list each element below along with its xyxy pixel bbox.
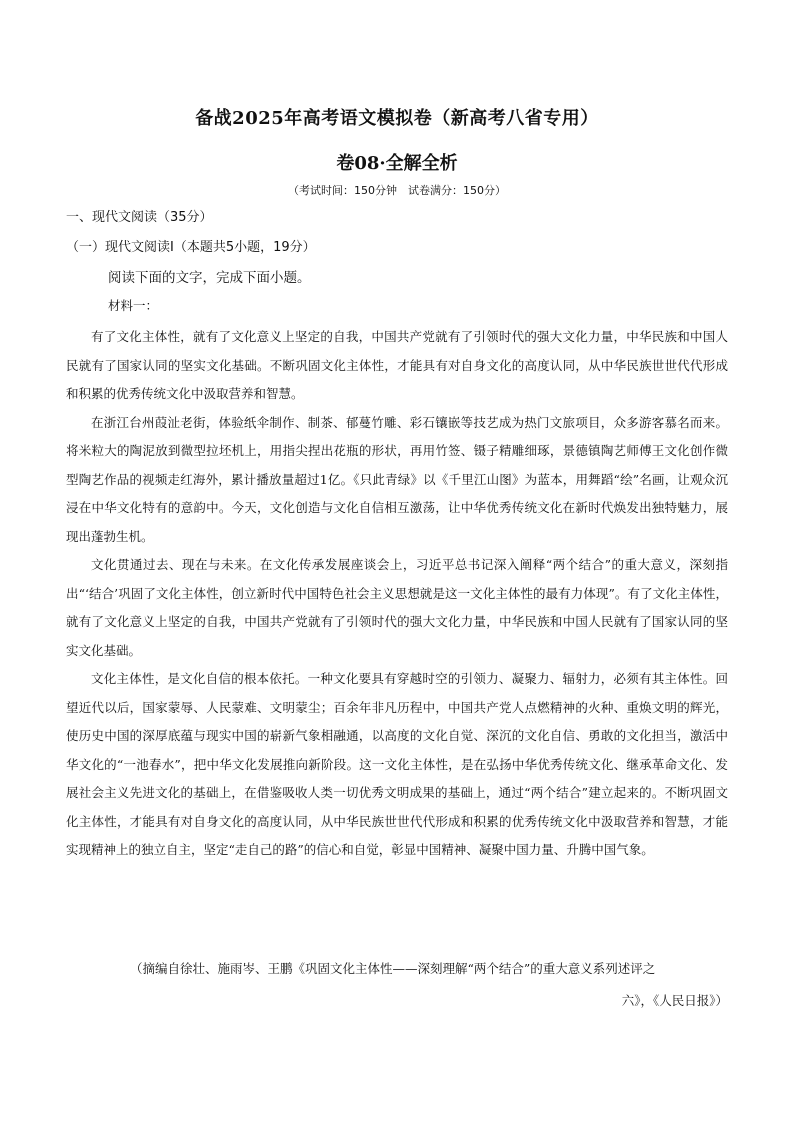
document-subtitle: 卷08·全解全析 bbox=[336, 153, 458, 174]
source-line: 六》，《人民日报》） bbox=[621, 993, 728, 1008]
exam-info: （考试时间：150分钟 试卷满分：150分） bbox=[288, 184, 506, 197]
paragraph: 文化贯通过去、现在与未来。在文化传承发展座谈会上，习近平总书记深入阐释“两个结合”的重大意义，深刻指出“‘结合’巩固了文化主体性，创立新时代中国特色社会主义思想就是这一文化主体性的最有力体现”。有了文化主体性，就有了文化意义上坚定的自我，中国共产党就有了引领时代的强大文化力量，中华民族和中国人民就有了国家认同的坚实文化基础。 bbox=[66, 557, 728, 658]
paragraph: 有了文化主体性，就有了文化意义上坚定的自我，中国共产党就有了引领时代的强大文化力量，中华民族和中国人民就有了国家认同的坚实文化基础。不断巩固文化主体性，才能具有对自身文化的高度认同，从中华民族世世代代形成和积累的优秀传统文化中汲取营养和智慧。 bbox=[66, 329, 728, 401]
paragraph: 在浙江台州葭沚老街，体验纸伞制作、制茶、郁蔓竹雕、彩石镶嵌等技艺成为热门文旅项目，众多游客慕名而来。将米粒大的陶泥放到微型拉坯机上，用指尖捏出花瓶的形状，再用竹签、镊子精雕细琢，景德镇陶艺师傅王文化创作微型陶艺作品的视频走红海外，累计播放量超过1亿。《只此青绿》以《千里江山图》为蓝本，用舞蹈“绘”名画，让观众沉浸在中华文化特有的意韵中。今天，文化创造与文化自信相互激荡，让中华优秀传统文化在新时代焕发出独特魅力，展现出蓬勃生机。 bbox=[66, 414, 728, 544]
source-citation bbox=[130, 953, 728, 1017]
section-heading: 一、现代文阅读（35分） bbox=[66, 210, 213, 225]
material-body bbox=[66, 323, 728, 865]
material-label: 材料一： bbox=[108, 298, 159, 313]
subsection-heading: （一）现代文阅读Ⅰ（本题共5小题，19分） bbox=[66, 240, 316, 255]
reading-instruction: 阅读下面的文字，完成下面小题。 bbox=[108, 270, 311, 286]
paragraph: 文化主体性，是文化自信的根本依托。一种文化要具有穿越时空的引领力、凝聚力、辐射力，必须有其主体性。回望近代以后，国家蒙辱、人民蒙难、文明蒙尘；百余年非凡历程中，中国共产党人点燃精神的火种、重焕文明的辉光，使历史中国的深厚底蕴与现实中国的崭新气象相融通，以高度的文化自觉、深沉的文化自信、勇敢的文化担当，激活中华文化的“一池春水”，把中华文化发展推向新阶段。这一文化主体性，是在弘扬中华优秀传统文化、继承革命文化、发展社会主义先进文化的基础上，在借鉴吸收人类一切优秀文明成果的基础上，通过“两个结合”建立起来的。不断巩固文化主体性，才能具有对自身文化的高度认同，从中华民族世世代代形成和积累的优秀传统文化中汲取营养和智慧，才能实现精神上的独立自主，坚定“走自己的路”的信心和自觉，彰显中国精神、凝聚中国力量、升腾中国气象。 bbox=[66, 671, 728, 857]
source-line: （摘编自徐壮、施雨岑、王鹏《巩固文化主体性——深刻理解“两个结合”的重大意义系列述评之 bbox=[130, 961, 656, 976]
document-title: 备战2025年高考语文模拟卷（新高考八省专用） bbox=[195, 108, 599, 129]
